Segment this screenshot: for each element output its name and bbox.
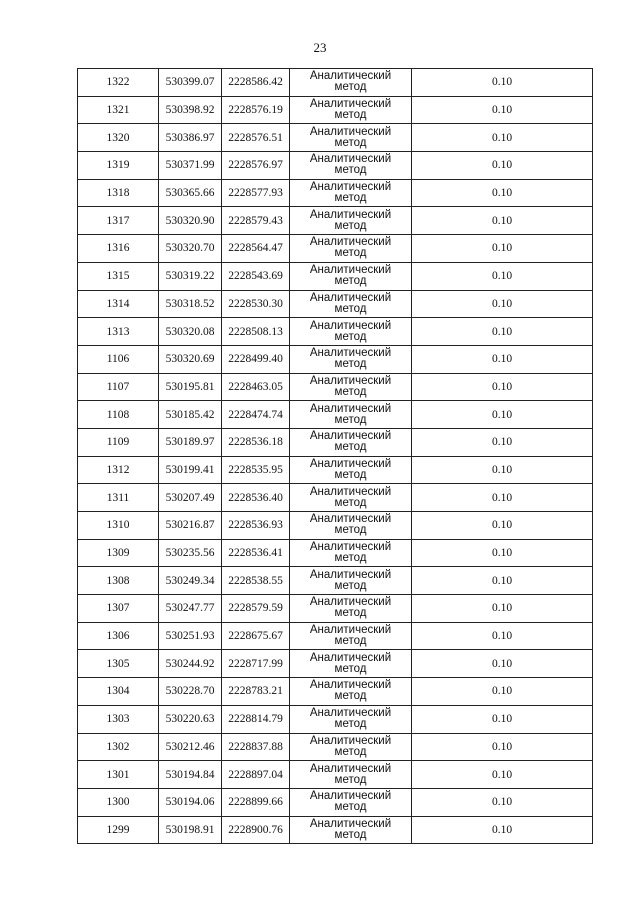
table-row (78, 484, 593, 512)
y-coordinate-cell: 2228576.51 (222, 124, 290, 152)
table-row (78, 179, 593, 207)
y-coordinate-cell: 2228543.69 (222, 262, 290, 290)
method-text-line-2: метод (334, 330, 367, 343)
y-coordinate-cell: 2228576.19 (222, 96, 290, 124)
table-row (78, 650, 593, 678)
x-coordinate-cell: 530198.91 (159, 816, 222, 844)
point-number-cell: 1309 (78, 539, 159, 567)
method-cell (290, 318, 412, 346)
x-coordinate-cell: 530249.34 (159, 567, 222, 595)
method-text-line-1: Аналитический (309, 291, 392, 304)
x-coordinate-cell: 530399.07 (159, 69, 222, 97)
method-cell (290, 650, 412, 678)
method-text-line-1: Аналитический (309, 319, 392, 332)
table-row (78, 207, 593, 235)
x-coordinate-cell: 530251.93 (159, 622, 222, 650)
table-row (78, 401, 593, 429)
x-coordinate-cell: 530207.49 (159, 484, 222, 512)
x-coordinate-cell: 530185.42 (159, 401, 222, 429)
x-coordinate-cell: 530189.97 (159, 428, 222, 456)
point-number-cell: 1314 (78, 290, 159, 318)
point-number-cell: 1321 (78, 96, 159, 124)
point-number-cell: 1303 (78, 705, 159, 733)
x-coordinate-cell: 530319.22 (159, 262, 222, 290)
method-text-line-1: Аналитический (309, 374, 392, 387)
point-number-cell: 1308 (78, 567, 159, 595)
point-number-cell: 1107 (78, 373, 159, 401)
accuracy-cell: 0.10 (412, 788, 593, 816)
x-coordinate-cell: 530228.70 (159, 678, 222, 706)
table-row (78, 512, 593, 540)
method-text-line-2: метод (334, 358, 367, 371)
accuracy-cell: 0.10 (412, 207, 593, 235)
table-row (78, 705, 593, 733)
point-number-cell: 1311 (78, 484, 159, 512)
table-row (78, 152, 593, 180)
accuracy-cell: 0.10 (412, 816, 593, 844)
accuracy-cell: 0.10 (412, 539, 593, 567)
method-text-line-2: метод (334, 690, 367, 703)
point-number-cell: 1317 (78, 207, 159, 235)
point-number-cell: 1108 (78, 401, 159, 429)
method-text-line-2: метод (334, 164, 367, 177)
method-text-line-2: метод (334, 662, 367, 675)
method-cell (290, 235, 412, 263)
method-text-line-2: метод (334, 496, 367, 509)
point-number-cell: 1318 (78, 179, 159, 207)
y-coordinate-cell: 2228717.99 (222, 650, 290, 678)
x-coordinate-cell: 530199.41 (159, 456, 222, 484)
y-coordinate-cell: 2228508.13 (222, 318, 290, 346)
method-cell (290, 262, 412, 290)
y-coordinate-cell: 2228579.59 (222, 595, 290, 623)
y-coordinate-cell: 2228530.30 (222, 290, 290, 318)
point-number-cell: 1320 (78, 124, 159, 152)
method-text-line-1: Аналитический (309, 347, 392, 360)
table-row (78, 69, 593, 97)
accuracy-cell: 0.10 (412, 318, 593, 346)
x-coordinate-cell: 530212.46 (159, 733, 222, 761)
y-coordinate-cell: 2228576.97 (222, 152, 290, 180)
x-coordinate-cell: 530194.84 (159, 761, 222, 789)
y-coordinate-cell: 2228536.18 (222, 428, 290, 456)
coordinates-table-body (78, 69, 593, 844)
accuracy-cell: 0.10 (412, 622, 593, 650)
method-text-line-1: Аналитический (309, 651, 392, 664)
x-coordinate-cell: 530220.63 (159, 705, 222, 733)
accuracy-cell: 0.10 (412, 567, 593, 595)
method-text-line-1: Аналитический (309, 568, 392, 581)
method-text-line-2: метод (334, 413, 367, 426)
table-row (78, 733, 593, 761)
method-cell (290, 290, 412, 318)
point-number-cell: 1307 (78, 595, 159, 623)
x-coordinate-cell: 530398.92 (159, 96, 222, 124)
method-cell (290, 345, 412, 373)
method-text-line-1: Аналитический (309, 541, 392, 554)
method-text-line-2: метод (334, 385, 367, 398)
method-text-line-1: Аналитический (309, 264, 392, 277)
x-coordinate-cell: 530235.56 (159, 539, 222, 567)
y-coordinate-cell: 2228474.74 (222, 401, 290, 429)
accuracy-cell: 0.10 (412, 595, 593, 623)
point-number-cell: 1302 (78, 733, 159, 761)
point-number-cell: 1305 (78, 650, 159, 678)
method-cell (290, 705, 412, 733)
y-coordinate-cell: 2228536.40 (222, 484, 290, 512)
method-text-line-1: Аналитический (309, 485, 392, 498)
method-cell (290, 96, 412, 124)
method-cell (290, 761, 412, 789)
table-row (78, 96, 593, 124)
x-coordinate-cell: 530318.52 (159, 290, 222, 318)
method-text-line-2: метод (334, 579, 367, 592)
table-row (78, 373, 593, 401)
point-number-cell: 1306 (78, 622, 159, 650)
method-text-line-1: Аналитический (309, 596, 392, 609)
method-cell (290, 678, 412, 706)
method-cell (290, 622, 412, 650)
y-coordinate-cell: 2228564.47 (222, 235, 290, 263)
method-cell (290, 539, 412, 567)
method-text-line-2: метод (334, 801, 367, 814)
x-coordinate-cell: 530371.99 (159, 152, 222, 180)
point-number-cell: 1300 (78, 788, 159, 816)
x-coordinate-cell: 530320.70 (159, 235, 222, 263)
method-text-line-2: метод (334, 607, 367, 620)
method-text-line-2: метод (334, 828, 367, 841)
method-text-line-1: Аналитический (309, 762, 392, 775)
method-text-line-2: метод (334, 441, 367, 454)
table-row (78, 428, 593, 456)
table-row (78, 678, 593, 706)
y-coordinate-cell: 2228538.55 (222, 567, 290, 595)
y-coordinate-cell: 2228499.40 (222, 345, 290, 373)
accuracy-cell: 0.10 (412, 456, 593, 484)
method-text-line-2: метод (334, 552, 367, 565)
method-text-line-1: Аналитический (309, 70, 392, 83)
y-coordinate-cell: 2228536.93 (222, 512, 290, 540)
accuracy-cell: 0.10 (412, 428, 593, 456)
x-coordinate-cell: 530365.66 (159, 179, 222, 207)
method-text-line-2: метод (334, 302, 367, 315)
method-text-line-2: метод (334, 247, 367, 260)
method-cell (290, 456, 412, 484)
accuracy-cell: 0.10 (412, 290, 593, 318)
point-number-cell: 1299 (78, 816, 159, 844)
y-coordinate-cell: 2228899.66 (222, 788, 290, 816)
x-coordinate-cell: 530320.90 (159, 207, 222, 235)
table-row (78, 816, 593, 844)
y-coordinate-cell: 2228814.79 (222, 705, 290, 733)
table-row (78, 788, 593, 816)
method-text-line-1: Аналитический (309, 734, 392, 747)
method-text-line-1: Аналитический (309, 236, 392, 249)
y-coordinate-cell: 2228577.93 (222, 179, 290, 207)
table-row (78, 235, 593, 263)
table-row (78, 456, 593, 484)
method-text-line-2: метод (334, 745, 367, 758)
method-text-line-2: метод (334, 524, 367, 537)
accuracy-cell: 0.10 (412, 650, 593, 678)
accuracy-cell: 0.10 (412, 345, 593, 373)
accuracy-cell: 0.10 (412, 761, 593, 789)
page-number: 23 (313, 40, 327, 55)
accuracy-cell: 0.10 (412, 373, 593, 401)
accuracy-cell: 0.10 (412, 152, 593, 180)
table-row (78, 761, 593, 789)
x-coordinate-cell: 530244.92 (159, 650, 222, 678)
method-text-line-2: метод (334, 81, 367, 94)
method-cell (290, 788, 412, 816)
point-number-cell: 1106 (78, 345, 159, 373)
method-cell (290, 152, 412, 180)
point-number-cell: 1310 (78, 512, 159, 540)
accuracy-cell: 0.10 (412, 733, 593, 761)
accuracy-cell: 0.10 (412, 705, 593, 733)
accuracy-cell: 0.10 (412, 678, 593, 706)
y-coordinate-cell: 2228463.05 (222, 373, 290, 401)
y-coordinate-cell: 2228675.67 (222, 622, 290, 650)
table-row (78, 595, 593, 623)
method-text-line-1: Аналитический (309, 817, 392, 830)
method-text-line-2: метод (334, 192, 367, 205)
method-cell (290, 484, 412, 512)
y-coordinate-cell: 2228783.21 (222, 678, 290, 706)
method-text-line-1: Аналитический (309, 790, 392, 803)
method-text-line-1: Аналитический (309, 624, 392, 637)
x-coordinate-cell: 530320.69 (159, 345, 222, 373)
method-text-line-2: метод (334, 136, 367, 149)
coordinates-table (77, 68, 593, 844)
table-row (78, 539, 593, 567)
y-coordinate-cell: 2228579.43 (222, 207, 290, 235)
method-cell (290, 512, 412, 540)
method-cell (290, 69, 412, 97)
point-number-cell: 1301 (78, 761, 159, 789)
y-coordinate-cell: 2228897.04 (222, 761, 290, 789)
method-text-line-2: метод (334, 635, 367, 648)
method-cell (290, 207, 412, 235)
point-number-cell: 1312 (78, 456, 159, 484)
method-text-line-1: Аналитический (309, 457, 392, 470)
accuracy-cell: 0.10 (412, 484, 593, 512)
point-number-cell: 1316 (78, 235, 159, 263)
accuracy-cell: 0.10 (412, 512, 593, 540)
method-text-line-2: метод (334, 468, 367, 481)
method-cell (290, 428, 412, 456)
point-number-cell: 1319 (78, 152, 159, 180)
accuracy-cell: 0.10 (412, 235, 593, 263)
method-text-line-1: Аналитический (309, 125, 392, 138)
point-number-cell: 1313 (78, 318, 159, 346)
accuracy-cell: 0.10 (412, 124, 593, 152)
table-row (78, 345, 593, 373)
point-number-cell: 1304 (78, 678, 159, 706)
method-cell (290, 733, 412, 761)
method-cell (290, 373, 412, 401)
table-row (78, 567, 593, 595)
x-coordinate-cell: 530195.81 (159, 373, 222, 401)
method-text-line-1: Аналитический (309, 181, 392, 194)
y-coordinate-cell: 2228837.88 (222, 733, 290, 761)
method-cell (290, 567, 412, 595)
y-coordinate-cell: 2228900.76 (222, 816, 290, 844)
method-text-line-2: метод (334, 219, 367, 232)
method-text-line-1: Аналитический (309, 98, 392, 111)
method-text-line-2: метод (334, 718, 367, 731)
method-text-line-1: Аналитический (309, 513, 392, 526)
y-coordinate-cell: 2228535.95 (222, 456, 290, 484)
method-cell (290, 401, 412, 429)
method-text-line-1: Аналитический (309, 402, 392, 415)
method-cell (290, 124, 412, 152)
accuracy-cell: 0.10 (412, 401, 593, 429)
x-coordinate-cell: 530247.77 (159, 595, 222, 623)
method-text-line-2: метод (334, 109, 367, 122)
table-row (78, 622, 593, 650)
accuracy-cell: 0.10 (412, 179, 593, 207)
x-coordinate-cell: 530320.08 (159, 318, 222, 346)
table-row (78, 318, 593, 346)
accuracy-cell: 0.10 (412, 96, 593, 124)
y-coordinate-cell: 2228536.41 (222, 539, 290, 567)
point-number-cell: 1322 (78, 69, 159, 97)
accuracy-cell: 0.10 (412, 262, 593, 290)
method-text-line-2: метод (334, 773, 367, 786)
y-coordinate-cell: 2228586.42 (222, 69, 290, 97)
method-text-line-1: Аналитический (309, 153, 392, 166)
x-coordinate-cell: 530386.97 (159, 124, 222, 152)
table-row (78, 290, 593, 318)
method-cell (290, 595, 412, 623)
method-text-line-1: Аналитический (309, 679, 392, 692)
method-cell (290, 816, 412, 844)
x-coordinate-cell: 530194.06 (159, 788, 222, 816)
table-row (78, 124, 593, 152)
method-text-line-2: метод (334, 275, 367, 288)
method-cell (290, 179, 412, 207)
method-text-line-1: Аналитический (309, 707, 392, 720)
method-text-line-1: Аналитический (309, 208, 392, 221)
point-number-cell: 1109 (78, 428, 159, 456)
point-number-cell: 1315 (78, 262, 159, 290)
x-coordinate-cell: 530216.87 (159, 512, 222, 540)
method-text-line-1: Аналитический (309, 430, 392, 443)
accuracy-cell: 0.10 (412, 69, 593, 97)
table-row (78, 262, 593, 290)
